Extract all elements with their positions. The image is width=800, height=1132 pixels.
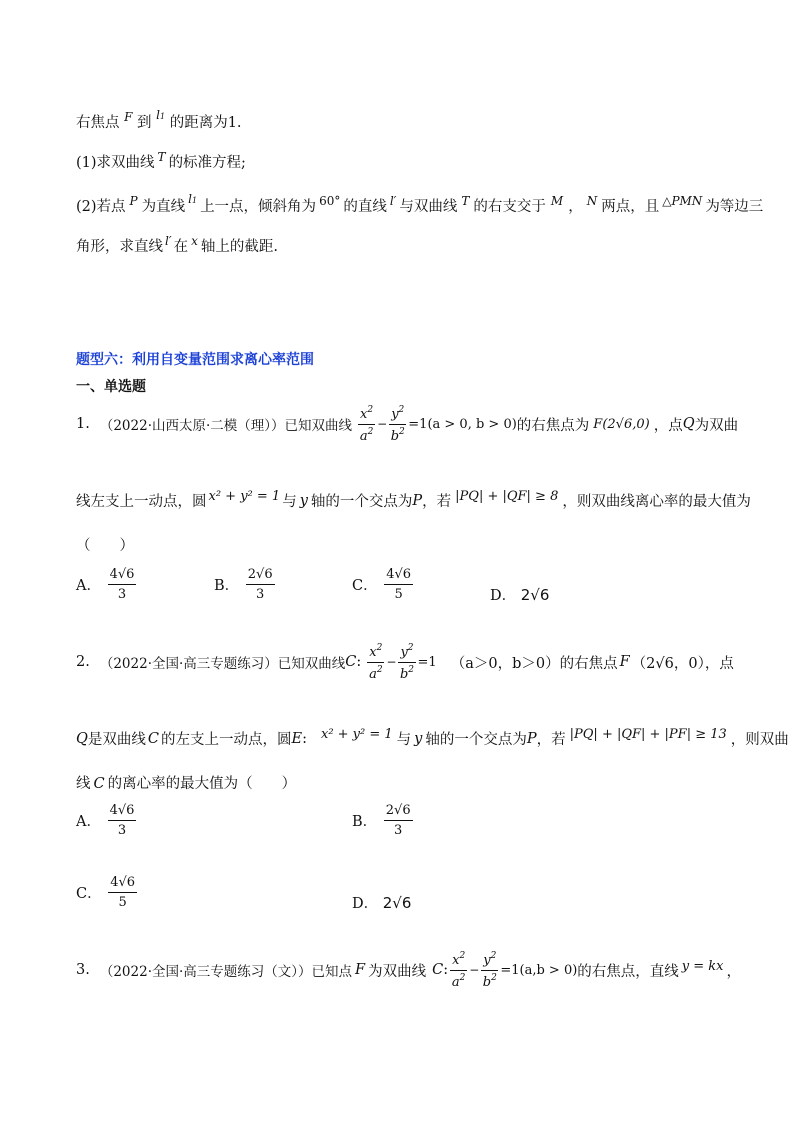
text: 轴上的截距. — [200, 239, 278, 255]
numerator: $x^2$ — [367, 644, 384, 663]
text: ，则双曲线离心率的最大值为 — [562, 494, 751, 510]
section-title: 题型六：利用自变量范围求离心率范围 — [76, 352, 314, 368]
option-fraction — [108, 568, 137, 601]
numerator: 2√6 — [384, 804, 413, 821]
numerator: $y^2$ — [389, 406, 406, 425]
question-2-line-2 — [76, 234, 278, 256]
numerator: $x^2$ — [358, 406, 375, 425]
subscript: 1 — [160, 112, 166, 121]
var: b — [482, 974, 492, 990]
math-var: F — [619, 654, 630, 670]
math-var: y — [414, 730, 423, 747]
text: 轴的一个交点为 — [425, 732, 527, 748]
denominator: 3 — [256, 587, 265, 602]
problem-1-paren: （ ） — [76, 538, 134, 554]
math-var: F — [124, 110, 133, 124]
numerator: $y^2$ — [481, 952, 498, 971]
denominator: 5 — [118, 895, 127, 910]
focus-point: F(2√6,0) — [593, 416, 650, 432]
numerator: 4√6 — [108, 804, 137, 821]
math-var: N — [586, 194, 598, 208]
fraction-y2-b2 — [398, 644, 415, 681]
line-var: l — [156, 108, 160, 122]
p2-option-a[interactable] — [76, 804, 138, 837]
subscript: 1 — [191, 196, 198, 205]
option-label: B． — [214, 578, 240, 594]
text: 的右焦点，直线 — [577, 963, 679, 980]
minus-sign: − — [377, 417, 388, 431]
equation-rest: =1 — [417, 654, 437, 670]
minus-sign: − — [386, 655, 397, 669]
equation-rest: =1(a > 0, b > 0) — [408, 416, 517, 432]
text: ， — [726, 963, 742, 980]
option-label: D． — [490, 588, 517, 604]
equation-rest: =1(a,b > 0) — [500, 962, 578, 978]
var: a — [369, 666, 377, 682]
var: a — [359, 428, 368, 444]
text: ，则双曲 — [730, 732, 789, 748]
denominator: $b^2$ — [390, 426, 405, 444]
option-value: 2√6 — [382, 894, 412, 912]
math-var: P — [526, 730, 537, 747]
text-line-focus-distance — [76, 108, 242, 132]
option-fraction — [108, 804, 137, 837]
text: 是双曲线 — [87, 732, 146, 748]
text: 为双曲线 — [368, 963, 427, 980]
text: 为等边三 — [705, 199, 764, 215]
numerator: $y^2$ — [398, 644, 415, 663]
text: 为双曲 — [694, 417, 739, 434]
question-2-line-1 — [76, 192, 763, 216]
circle-equation: x² + y² = 1 — [320, 727, 393, 742]
condition: |PQ| + |QF| + |PF| ≥ 13 — [569, 727, 727, 742]
p1-option-b[interactable] — [214, 568, 277, 601]
fraction-x2-a2 — [358, 406, 375, 443]
problem-source: （2022·全国·高三专题练习）已知双曲线 — [99, 656, 346, 672]
math-var — [156, 108, 165, 122]
numerator: 4√6 — [384, 568, 413, 585]
problem-3-line-1 — [76, 948, 741, 992]
math-var: F — [355, 962, 366, 978]
text: ，若 — [536, 732, 566, 748]
problem-number: 1. — [76, 416, 90, 432]
text: 角形，求直线 — [76, 239, 163, 255]
text: 的左支上一动点，圆 — [161, 732, 292, 748]
text: 线左支上一动点，圆 — [76, 494, 207, 510]
focus-point: （2√6，0），点 — [631, 655, 734, 672]
circle-equation: x² + y² = 1 — [208, 489, 281, 504]
math-var: △PMN — [662, 194, 703, 208]
denominator: $a^2$ — [451, 972, 466, 990]
text: ，点 — [653, 417, 683, 434]
text: 线 — [76, 776, 91, 792]
colon: : — [356, 654, 362, 670]
denominator: $b^2$ — [399, 664, 415, 682]
math-var: T — [461, 194, 470, 208]
option-fraction — [246, 568, 275, 601]
text: 在 — [173, 239, 189, 255]
fraction-x2-a2 — [450, 952, 467, 989]
math-var: Q — [682, 416, 695, 432]
problem-1-line-1 — [76, 402, 738, 446]
numerator: 4√6 — [108, 568, 137, 585]
denominator: 3 — [117, 823, 127, 838]
text: (2)若点 — [76, 199, 126, 215]
math-var: C — [345, 654, 357, 670]
var: y — [483, 952, 491, 968]
p1-option-a[interactable] — [76, 568, 138, 601]
text: 上一点，倾斜角为 — [200, 199, 317, 215]
option-label: C． — [76, 886, 102, 902]
problem-1-line-2 — [76, 490, 751, 511]
fraction-x2-a2 — [367, 644, 384, 681]
text: 的距离为1. — [169, 115, 242, 131]
denominator: 3 — [394, 823, 403, 838]
colon: : — [302, 730, 307, 747]
math-var: T — [157, 150, 166, 164]
text: 为直线 — [141, 199, 186, 215]
fraction-y2-b2 — [481, 952, 498, 989]
var: b — [390, 428, 400, 444]
math-var: C — [432, 962, 444, 978]
problem-2-line-1 — [76, 640, 734, 684]
var: x — [369, 644, 377, 660]
numerator: $x^2$ — [450, 952, 467, 971]
p2-option-c[interactable] — [76, 876, 139, 909]
option-label: A． — [76, 814, 101, 830]
text: 的右支交于 — [473, 199, 546, 215]
problem-2-line-2 — [76, 728, 789, 749]
text: (1)求双曲线 — [76, 155, 155, 171]
var: y — [400, 644, 408, 660]
problem-number: 3. — [76, 962, 90, 978]
problem-source: （2022·全国·高三专题练习（文））已知点 — [99, 964, 353, 980]
minus-sign: − — [469, 963, 480, 977]
var: x — [360, 406, 368, 422]
math-var: P — [412, 492, 423, 509]
denominator: 3 — [117, 587, 127, 602]
text: 到 — [137, 115, 152, 131]
text: 轴的一个交点为 — [310, 494, 413, 510]
p1-option-d[interactable] — [490, 584, 549, 605]
option-fraction — [108, 876, 137, 909]
p2-option-d[interactable] — [352, 892, 411, 913]
math-var: l′ — [165, 234, 172, 248]
text: 的右焦点为 — [516, 417, 590, 434]
text: 两点，且 — [601, 199, 660, 215]
text: 与 — [396, 732, 412, 748]
problem-2-line-3 — [76, 772, 296, 793]
option-label: D． — [352, 896, 379, 912]
math-var: E — [291, 730, 303, 747]
text: 的直线 — [343, 199, 387, 215]
denominator: $b^2$ — [482, 972, 497, 990]
numerator: 2√6 — [246, 568, 275, 585]
text: 与双曲线 — [399, 199, 458, 215]
line-var: l — [188, 192, 192, 206]
problem-source: （2022·山西太原·二模（理））已知双曲线 — [99, 418, 353, 434]
problem-number: 2. — [76, 654, 90, 670]
option-value: 2√6 — [520, 586, 550, 604]
math-angle: 60° — [319, 194, 341, 208]
text: ，若 — [422, 494, 452, 510]
var: a — [451, 974, 460, 990]
math-var: M — [550, 194, 564, 208]
subsection-title: 一、单选题 — [76, 379, 146, 395]
denominator: $a^2$ — [369, 664, 383, 682]
text: 的离心率的最大值为（ ） — [107, 776, 297, 792]
text: ， — [568, 199, 583, 215]
denominator: $a^2$ — [359, 426, 374, 444]
var: x — [452, 952, 460, 968]
math-var: C — [147, 730, 159, 747]
text: 与 — [282, 494, 297, 510]
text: 的标准方程; — [168, 155, 246, 171]
p2-option-b[interactable] — [352, 804, 415, 837]
option-fraction — [384, 804, 413, 837]
condition: |PQ| + |QF| ≥ 8 — [455, 489, 559, 504]
var: y — [391, 406, 399, 422]
denominator: 5 — [394, 587, 403, 602]
colon: : — [443, 962, 449, 978]
text: 右焦点 — [76, 115, 120, 131]
math-var: P — [129, 194, 138, 208]
option-label: C． — [352, 578, 378, 594]
math-var — [188, 192, 197, 206]
option-label: A． — [76, 578, 101, 594]
var: b — [399, 666, 409, 682]
math-var: y — [299, 492, 308, 509]
line-equation: y = kx — [681, 958, 724, 974]
fraction-y2-b2 — [389, 406, 406, 443]
text: （a＞0，b＞0）的右焦点 — [450, 655, 618, 672]
numerator: 4√6 — [108, 876, 137, 893]
math-var: C — [93, 776, 105, 792]
p1-option-c[interactable] — [352, 568, 415, 601]
math-var: Q — [76, 730, 88, 747]
question-1 — [76, 150, 246, 172]
math-var: x — [191, 234, 198, 248]
math-var: l′ — [389, 194, 397, 208]
option-label: B． — [352, 814, 378, 830]
option-fraction — [384, 568, 413, 601]
